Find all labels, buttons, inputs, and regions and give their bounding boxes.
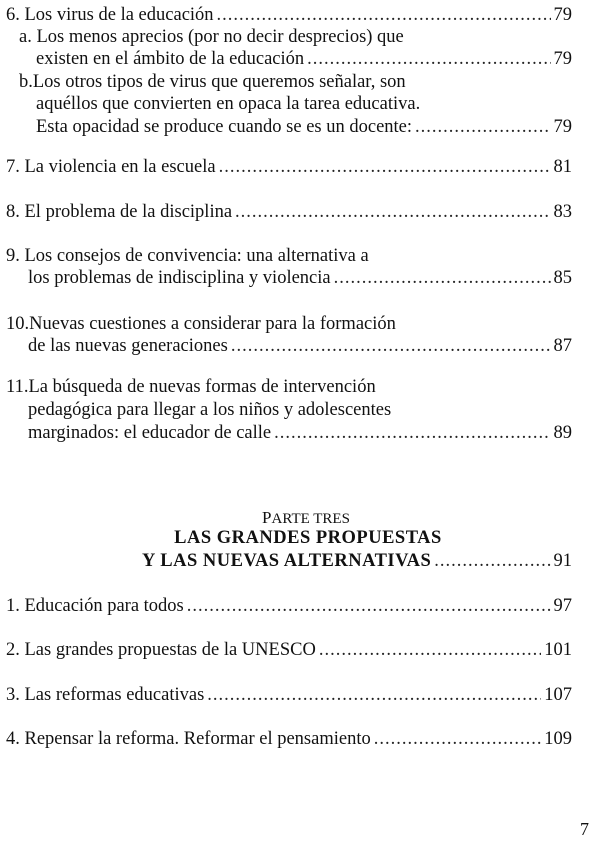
toc-page-number: 79: [553, 5, 572, 25]
part-title-line2: [142, 550, 572, 572]
toc-entry-11-line1: 11.La búsqueda de nuevas formas de intervención: [6, 377, 376, 397]
dot-leader: [187, 595, 551, 617]
toc-page-number: 109: [544, 729, 572, 749]
toc-entry-text: 7. La violencia en la escuela: [6, 157, 216, 177]
dot-leader: [235, 201, 550, 223]
toc-subentry-6b-line3: [36, 116, 572, 138]
toc-entry-text: 8. El problema de la disciplina: [6, 202, 233, 222]
part-title-text: Y LAS NUEVAS ALTERNATIVAS: [142, 551, 432, 571]
dot-leader: [415, 116, 550, 138]
toc-subentry-6a-line2: [36, 48, 572, 70]
toc-part3-item-2: [6, 639, 572, 661]
toc-subentry-6a-line1: a. Los menos aprecios (por no decir desprecios) que: [19, 27, 404, 47]
toc-part3-item-3: [6, 684, 572, 706]
toc-page-number: 97: [553, 596, 572, 616]
toc-entry-text: los problemas de indisciplina y violencia: [28, 268, 331, 288]
toc-subentry-6b-line1: b.Los otros tipos de virus que queremos señalar, son: [19, 72, 406, 92]
toc-entry-9-line1: 9. Los consejos de convivencia: una alternativa a: [6, 246, 369, 266]
dot-leader: [307, 48, 550, 70]
toc-entry-text: 2. Las grandes propuestas de la UNESCO: [6, 640, 316, 660]
toc-part3-item-4: [6, 728, 572, 750]
part-label-rest: ARTE TRES: [271, 511, 350, 527]
toc-page-number: 87: [553, 336, 572, 356]
toc-entry-8: [6, 201, 572, 223]
toc-entry-text: 1. Educación para todos: [6, 596, 184, 616]
toc-page-number: 107: [544, 685, 572, 705]
dot-leader: [231, 335, 551, 357]
toc-subentry-6b-line2: aquéllos que convierten en opaca la tarea educativa.: [36, 94, 421, 114]
toc-page-number: 85: [553, 268, 572, 288]
toc-entry-text: 3. Las reformas educativas: [6, 685, 205, 705]
toc-page-number: 81: [553, 157, 572, 177]
page-number: 7: [580, 819, 589, 839]
toc-page-number: 89: [553, 423, 572, 443]
dot-leader: [219, 156, 551, 178]
toc-page-number: 83: [553, 202, 572, 222]
toc-entry-text: 4. Repensar la reforma. Reformar el pensamiento: [6, 729, 371, 749]
part-title-line1: LAS GRANDES PROPUESTAS: [174, 528, 442, 548]
toc-entry-text: de las nuevas generaciones: [28, 336, 228, 356]
toc-entry-10-line2: [28, 335, 572, 357]
toc-entry-text: marginados: el educador de calle: [28, 423, 272, 443]
toc-page-number: 101: [544, 640, 572, 660]
toc-entry-text: 6. Los virus de la educación: [6, 5, 214, 25]
toc-entry-6: [6, 4, 572, 26]
toc-entry-text: existen en el ámbito de la educación: [36, 49, 305, 69]
toc-entry-11-line2: pedagógica para llegar a los niños y adolescentes: [28, 400, 392, 420]
dot-leader: [319, 639, 541, 661]
toc-part3-item-1: [6, 595, 572, 617]
toc-entry-10-line1: 10.Nuevas cuestiones a considerar para la formación: [6, 314, 396, 334]
toc-entry-9-line2: [28, 267, 572, 289]
toc-entry-7: [6, 156, 572, 178]
toc-page-number: 79: [553, 117, 572, 137]
toc-entry-11-line3: [28, 422, 572, 444]
part-label-initial: P: [262, 508, 272, 527]
dot-leader: [207, 684, 541, 706]
dot-leader: [274, 422, 550, 444]
dot-leader: [434, 550, 550, 572]
dot-leader: [217, 4, 551, 26]
toc-page-number: 91: [553, 551, 572, 571]
toc-entry-text: Esta opacidad se produce cuando se es un docente:: [36, 117, 413, 137]
part-label: [0, 509, 600, 528]
dot-leader: [374, 728, 542, 750]
toc-page-number: 79: [553, 49, 572, 69]
dot-leader: [334, 267, 551, 289]
